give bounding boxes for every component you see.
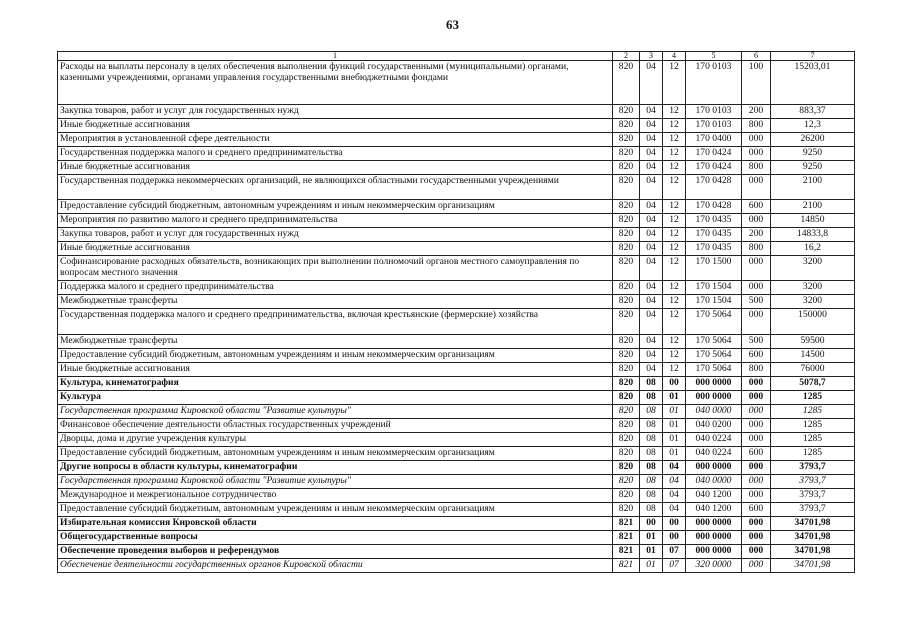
table-row — [58, 61, 855, 105]
row-subsection-code: 12 — [663, 309, 686, 335]
row-ministry-code: 820 — [613, 391, 640, 405]
table-row — [58, 147, 855, 161]
row-section-code: 08 — [640, 377, 663, 391]
row-expense-type-code: 000 — [742, 133, 771, 147]
row-section-code: 04 — [640, 363, 663, 377]
row-ministry-code: 820 — [613, 335, 640, 349]
row-expense-type-code: 000 — [742, 419, 771, 433]
row-expense-type-code: 000 — [742, 461, 771, 475]
row-ministry-code: 820 — [613, 433, 640, 447]
table-row — [58, 475, 855, 489]
row-target-code: 170 5064 — [686, 309, 742, 335]
row-description: Государственная программа Кировской области "Развитие культуры" — [58, 405, 613, 419]
row-subsection-code: 07 — [663, 559, 686, 573]
row-subsection-code: 01 — [663, 433, 686, 447]
row-target-code: 170 0400 — [686, 133, 742, 147]
row-section-code: 08 — [640, 391, 663, 405]
row-subsection-code: 04 — [663, 503, 686, 517]
row-ministry-code: 820 — [613, 133, 640, 147]
row-subsection-code: 01 — [663, 405, 686, 419]
table-row — [58, 175, 855, 200]
table-row — [58, 517, 855, 531]
row-description: Государственная поддержка малого и среднего предпринимательства — [58, 147, 613, 161]
row-expense-type-code: 600 — [742, 447, 771, 461]
table-row — [58, 281, 855, 295]
row-section-code: 08 — [640, 447, 663, 461]
row-target-code: 320 0000 — [686, 559, 742, 573]
row-section-code: 08 — [640, 419, 663, 433]
table-row — [58, 489, 855, 503]
row-expense-type-code: 800 — [742, 119, 771, 133]
row-subsection-code: 12 — [663, 119, 686, 133]
row-expense-type-code: 500 — [742, 295, 771, 309]
row-description: Обеспечение проведения выборов и референдумов — [58, 545, 613, 559]
row-target-code: 000 0000 — [686, 377, 742, 391]
row-expense-type-code: 600 — [742, 200, 771, 214]
row-ministry-code: 820 — [613, 256, 640, 281]
row-ministry-code: 820 — [613, 295, 640, 309]
row-subsection-code: 12 — [663, 228, 686, 242]
row-amount: 59500 — [771, 335, 855, 349]
row-description: Культура, кинематография — [58, 377, 613, 391]
row-ministry-code: 820 — [613, 461, 640, 475]
row-description: Дворцы, дома и другие учреждения культуры — [58, 433, 613, 447]
row-description: Государственная поддержка малого и среднего предпринимательства, включая крестьянские (фермерские) хозяйства — [58, 309, 613, 335]
row-amount: 3793,7 — [771, 461, 855, 475]
row-description: Закупка товаров, работ и услуг для государственных нужд — [58, 228, 613, 242]
row-target-code: 000 0000 — [686, 531, 742, 545]
row-subsection-code: 12 — [663, 147, 686, 161]
table-row — [58, 559, 855, 573]
row-subsection-code: 12 — [663, 200, 686, 214]
row-target-code: 000 0000 — [686, 517, 742, 531]
row-section-code: 04 — [640, 335, 663, 349]
table-row — [58, 363, 855, 377]
row-subsection-code: 12 — [663, 335, 686, 349]
row-amount: 2100 — [771, 175, 855, 200]
row-target-code: 170 5064 — [686, 349, 742, 363]
row-target-code: 000 0000 — [686, 461, 742, 475]
table-row — [58, 503, 855, 517]
row-description: Иные бюджетные ассигнования — [58, 363, 613, 377]
row-amount: 3200 — [771, 256, 855, 281]
row-ministry-code: 820 — [613, 447, 640, 461]
row-expense-type-code: 000 — [742, 377, 771, 391]
row-amount: 34701,98 — [771, 559, 855, 573]
budget-table — [57, 51, 855, 573]
row-target-code: 040 0000 — [686, 475, 742, 489]
row-expense-type-code: 000 — [742, 433, 771, 447]
row-subsection-code: 12 — [663, 105, 686, 119]
row-amount: 5078,7 — [771, 377, 855, 391]
row-amount: 76000 — [771, 363, 855, 377]
row-amount: 12,3 — [771, 119, 855, 133]
row-expense-type-code: 000 — [742, 405, 771, 419]
row-subsection-code: 07 — [663, 545, 686, 559]
table-row — [58, 228, 855, 242]
row-section-code: 04 — [640, 133, 663, 147]
row-expense-type-code: 600 — [742, 503, 771, 517]
row-description: Межбюджетные трансферты — [58, 335, 613, 349]
row-ministry-code: 820 — [613, 475, 640, 489]
row-ministry-code: 820 — [613, 242, 640, 256]
row-section-code: 01 — [640, 559, 663, 573]
row-target-code: 040 0200 — [686, 419, 742, 433]
row-expense-type-code: 000 — [742, 475, 771, 489]
row-amount: 883,37 — [771, 105, 855, 119]
row-section-code: 08 — [640, 461, 663, 475]
row-subsection-code: 12 — [663, 242, 686, 256]
row-target-code: 170 0103 — [686, 105, 742, 119]
row-description: Предоставление субсидий бюджетным, автономным учреждениям и иным некоммерческим организациям — [58, 447, 613, 461]
column-header: 1 — [58, 52, 613, 61]
row-amount: 3200 — [771, 281, 855, 295]
row-section-code: 04 — [640, 105, 663, 119]
row-amount: 14500 — [771, 349, 855, 363]
row-section-code: 01 — [640, 545, 663, 559]
row-ministry-code: 820 — [613, 175, 640, 200]
table-row — [58, 447, 855, 461]
row-target-code: 170 1504 — [686, 281, 742, 295]
table-row — [58, 242, 855, 256]
column-header: 5 — [686, 52, 742, 61]
row-target-code: 170 0428 — [686, 200, 742, 214]
column-header: 4 — [663, 52, 686, 61]
row-section-code: 04 — [640, 61, 663, 105]
row-amount: 1285 — [771, 405, 855, 419]
row-amount: 14833,8 — [771, 228, 855, 242]
row-subsection-code: 12 — [663, 363, 686, 377]
row-section-code: 08 — [640, 433, 663, 447]
row-ministry-code: 821 — [613, 531, 640, 545]
page-number: 63 — [446, 17, 459, 32]
row-ministry-code: 820 — [613, 161, 640, 175]
row-description: Предоставление субсидий бюджетным, автономным учреждениям и иным некоммерческим организациям — [58, 200, 613, 214]
row-amount: 1285 — [771, 433, 855, 447]
row-ministry-code: 820 — [613, 309, 640, 335]
row-target-code: 040 1200 — [686, 489, 742, 503]
row-ministry-code: 821 — [613, 545, 640, 559]
row-target-code: 170 5064 — [686, 363, 742, 377]
row-subsection-code: 01 — [663, 391, 686, 405]
table-row — [58, 349, 855, 363]
table-header-row — [58, 52, 855, 61]
row-section-code: 08 — [640, 503, 663, 517]
row-target-code: 040 1200 — [686, 503, 742, 517]
row-expense-type-code: 000 — [742, 256, 771, 281]
row-section-code: 04 — [640, 214, 663, 228]
row-description: Обеспечение деятельности государственных органов Кировской области — [58, 559, 613, 573]
row-section-code: 04 — [640, 119, 663, 133]
row-ministry-code: 820 — [613, 61, 640, 105]
table-row — [58, 419, 855, 433]
row-section-code: 04 — [640, 161, 663, 175]
row-subsection-code: 04 — [663, 461, 686, 475]
table-row — [58, 377, 855, 391]
row-target-code: 170 1504 — [686, 295, 742, 309]
row-section-code: 01 — [640, 531, 663, 545]
row-expense-type-code: 000 — [742, 309, 771, 335]
row-ministry-code: 820 — [613, 214, 640, 228]
row-description: Культура — [58, 391, 613, 405]
row-description: Предоставление субсидий бюджетным, автономным учреждениям и иным некоммерческим организациям — [58, 349, 613, 363]
row-section-code: 08 — [640, 475, 663, 489]
row-ministry-code: 821 — [613, 517, 640, 531]
row-amount: 15203,01 — [771, 61, 855, 105]
row-subsection-code: 12 — [663, 214, 686, 228]
row-ministry-code: 820 — [613, 105, 640, 119]
row-description: Общегосударственные вопросы — [58, 531, 613, 545]
row-expense-type-code: 500 — [742, 335, 771, 349]
row-amount: 1285 — [771, 391, 855, 405]
row-amount: 9250 — [771, 161, 855, 175]
row-subsection-code: 00 — [663, 531, 686, 545]
row-target-code: 040 0224 — [686, 447, 742, 461]
row-subsection-code: 12 — [663, 256, 686, 281]
row-expense-type-code: 000 — [742, 147, 771, 161]
row-section-code: 04 — [640, 309, 663, 335]
row-expense-type-code: 200 — [742, 105, 771, 119]
row-expense-type-code: 000 — [742, 559, 771, 573]
row-description: Закупка товаров, работ и услуг для государственных нужд — [58, 105, 613, 119]
row-target-code: 170 0428 — [686, 175, 742, 200]
row-expense-type-code: 800 — [742, 161, 771, 175]
row-expense-type-code: 200 — [742, 228, 771, 242]
table-row — [58, 461, 855, 475]
row-section-code: 04 — [640, 200, 663, 214]
table-row — [58, 545, 855, 559]
row-description: Иные бюджетные ассигнования — [58, 161, 613, 175]
column-header: 3 — [640, 52, 663, 61]
row-ministry-code: 820 — [613, 363, 640, 377]
row-ministry-code: 820 — [613, 200, 640, 214]
table-row — [58, 433, 855, 447]
row-section-code: 04 — [640, 349, 663, 363]
row-amount: 3793,7 — [771, 475, 855, 489]
row-section-code: 04 — [640, 256, 663, 281]
row-amount: 9250 — [771, 147, 855, 161]
row-amount: 3200 — [771, 295, 855, 309]
row-subsection-code: 12 — [663, 295, 686, 309]
row-ministry-code: 820 — [613, 419, 640, 433]
table-row — [58, 531, 855, 545]
row-description: Иные бюджетные ассигнования — [58, 119, 613, 133]
row-description: Другие вопросы в области культуры, кинематографии — [58, 461, 613, 475]
column-header: 2 — [613, 52, 640, 61]
row-section-code: 04 — [640, 228, 663, 242]
row-target-code: 040 0000 — [686, 405, 742, 419]
row-ministry-code: 820 — [613, 281, 640, 295]
row-description: Избирательная комиссия Кировской области — [58, 517, 613, 531]
row-amount: 150000 — [771, 309, 855, 335]
row-amount: 1285 — [771, 447, 855, 461]
row-subsection-code: 04 — [663, 475, 686, 489]
row-expense-type-code: 000 — [742, 489, 771, 503]
row-expense-type-code: 800 — [742, 242, 771, 256]
row-expense-type-code: 100 — [742, 61, 771, 105]
row-amount: 34701,98 — [771, 517, 855, 531]
row-section-code: 08 — [640, 405, 663, 419]
row-subsection-code: 00 — [663, 377, 686, 391]
row-expense-type-code: 000 — [742, 391, 771, 405]
row-target-code: 170 0424 — [686, 147, 742, 161]
row-section-code: 08 — [640, 489, 663, 503]
table-row — [58, 295, 855, 309]
row-subsection-code: 12 — [663, 133, 686, 147]
row-amount: 34701,98 — [771, 545, 855, 559]
row-subsection-code: 12 — [663, 161, 686, 175]
row-target-code: 170 0424 — [686, 161, 742, 175]
row-target-code: 170 1500 — [686, 256, 742, 281]
row-section-code: 04 — [640, 242, 663, 256]
row-target-code: 170 0103 — [686, 119, 742, 133]
row-target-code: 040 0224 — [686, 433, 742, 447]
row-ministry-code: 820 — [613, 119, 640, 133]
row-expense-type-code: 800 — [742, 363, 771, 377]
row-subsection-code: 12 — [663, 281, 686, 295]
row-expense-type-code: 000 — [742, 175, 771, 200]
row-description: Государственная программа Кировской области "Развитие культуры" — [58, 475, 613, 489]
row-subsection-code: 01 — [663, 419, 686, 433]
row-subsection-code: 00 — [663, 517, 686, 531]
row-ministry-code: 820 — [613, 349, 640, 363]
row-target-code: 170 0435 — [686, 214, 742, 228]
row-ministry-code: 821 — [613, 559, 640, 573]
row-target-code: 000 0000 — [686, 391, 742, 405]
table-row — [58, 309, 855, 335]
row-description: Государственная поддержка некоммерческих организаций, не являющихся областными государственными учреждениями — [58, 175, 613, 200]
table-row — [58, 200, 855, 214]
row-amount: 26200 — [771, 133, 855, 147]
table-row — [58, 119, 855, 133]
row-amount: 1285 — [771, 419, 855, 433]
table-row — [58, 214, 855, 228]
table-row — [58, 335, 855, 349]
row-ministry-code: 820 — [613, 228, 640, 242]
row-amount: 3793,7 — [771, 489, 855, 503]
row-ministry-code: 820 — [613, 503, 640, 517]
row-expense-type-code: 000 — [742, 214, 771, 228]
row-subsection-code: 12 — [663, 175, 686, 200]
row-amount: 2100 — [771, 200, 855, 214]
table-row — [58, 133, 855, 147]
row-description: Международное и межрегиональное сотрудничество — [58, 489, 613, 503]
row-description: Иные бюджетные ассигнования — [58, 242, 613, 256]
row-amount: 3793,7 — [771, 503, 855, 517]
row-subsection-code: 04 — [663, 489, 686, 503]
row-section-code: 04 — [640, 295, 663, 309]
row-subsection-code: 01 — [663, 447, 686, 461]
row-description: Расходы на выплаты персоналу в целях обеспечения выполнения функций государственными (муниципальными) органами, казенными учреждениями, органами управления государственными внебюджетными фондами — [58, 61, 613, 105]
row-section-code: 00 — [640, 517, 663, 531]
row-expense-type-code: 600 — [742, 349, 771, 363]
row-amount: 34701,98 — [771, 531, 855, 545]
row-expense-type-code: 000 — [742, 531, 771, 545]
row-ministry-code: 820 — [613, 489, 640, 503]
row-expense-type-code: 000 — [742, 281, 771, 295]
row-description: Поддержка малого и среднего предпринимательства — [58, 281, 613, 295]
row-section-code: 04 — [640, 147, 663, 161]
row-subsection-code: 12 — [663, 61, 686, 105]
row-description: Межбюджетные трансферты — [58, 295, 613, 309]
row-description: Софинансирование расходных обязательств, возникающих при выполнении полномочий органов местного самоуправления по вопросам местного значения — [58, 256, 613, 281]
row-section-code: 04 — [640, 281, 663, 295]
column-header: 6 — [742, 52, 771, 61]
row-amount: 14850 — [771, 214, 855, 228]
table-row — [58, 391, 855, 405]
row-target-code: 000 0000 — [686, 545, 742, 559]
row-expense-type-code: 000 — [742, 545, 771, 559]
table-row — [58, 105, 855, 119]
row-expense-type-code: 000 — [742, 517, 771, 531]
row-target-code: 170 0103 — [686, 61, 742, 105]
row-description: Мероприятия по развитию малого и среднего предпринимательства — [58, 214, 613, 228]
table-row — [58, 405, 855, 419]
row-subsection-code: 12 — [663, 349, 686, 363]
row-ministry-code: 820 — [613, 377, 640, 391]
row-description: Предоставление субсидий бюджетным, автономным учреждениям и иным некоммерческим организациям — [58, 503, 613, 517]
row-ministry-code: 820 — [613, 405, 640, 419]
row-amount: 16,2 — [771, 242, 855, 256]
row-target-code: 170 0435 — [686, 242, 742, 256]
row-description: Мероприятия в установленной сфере деятельности — [58, 133, 613, 147]
row-section-code: 04 — [640, 175, 663, 200]
row-description: Финансовое обеспечение деятельности областных государственных учреждений — [58, 419, 613, 433]
column-header: 7 — [771, 52, 855, 61]
table-row — [58, 256, 855, 281]
row-ministry-code: 820 — [613, 147, 640, 161]
table-row — [58, 161, 855, 175]
row-target-code: 170 5064 — [686, 335, 742, 349]
row-target-code: 170 0435 — [686, 228, 742, 242]
